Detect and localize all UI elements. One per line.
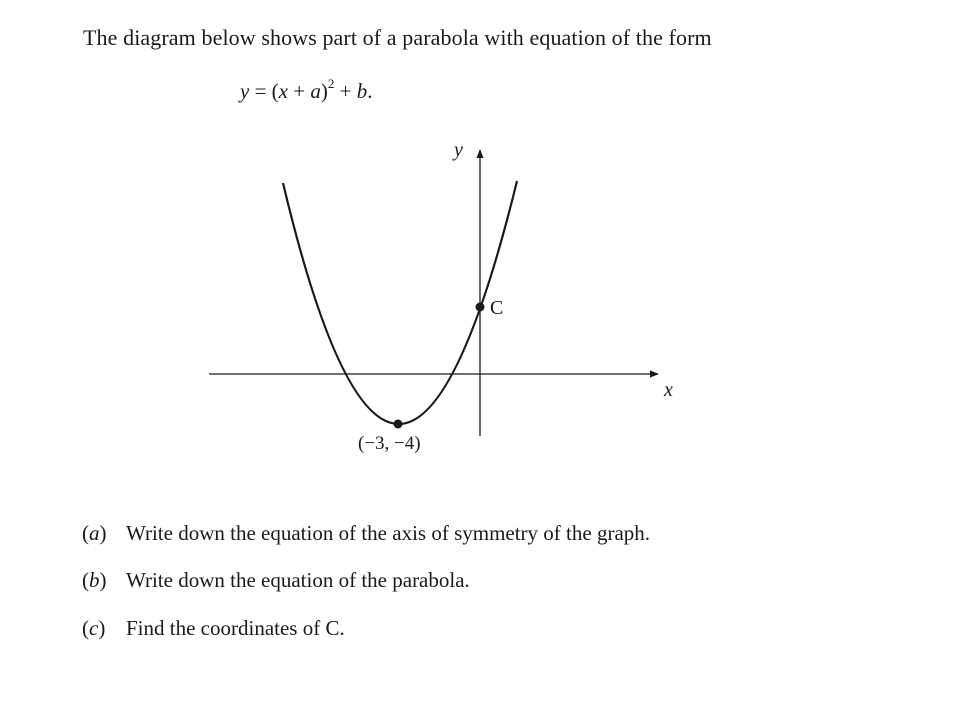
equation-end: .: [367, 79, 373, 103]
equation-power: 2: [327, 76, 335, 91]
vertex-point: [394, 420, 403, 429]
equation-y: y: [240, 79, 250, 103]
question-b-label: (b): [82, 568, 107, 592]
question-c: [82, 616, 345, 641]
equation-x: x: [278, 79, 288, 103]
question-a-label: (a): [82, 521, 107, 545]
question-b-text: Write down the equation of the parabola.: [126, 568, 470, 592]
question-b: [82, 568, 470, 593]
intro-text: The diagram below shows part of a parabola with equation of the form: [83, 25, 712, 50]
parabola-curve: [283, 181, 517, 424]
x-axis-label: x: [664, 379, 673, 401]
equation-close: ): [320, 79, 328, 103]
equation-plus-1: +: [288, 79, 311, 103]
question-c-label: (c): [82, 616, 106, 640]
point-c-label: C: [490, 297, 504, 319]
vertex-label: (−3, −4): [358, 433, 421, 454]
equation-plus-2: +: [334, 79, 357, 103]
equation-equals: = (: [249, 79, 279, 103]
equation-a: a: [310, 79, 321, 103]
question-a-text: Write down the equation of the axis of symmetry of the graph.: [126, 521, 651, 545]
point-c: [476, 303, 485, 312]
y-axis-label: y: [454, 139, 463, 161]
equation-b: b: [356, 79, 368, 103]
question-a: [82, 521, 650, 546]
question-c-text: Find the coordinates of C.: [126, 616, 345, 640]
